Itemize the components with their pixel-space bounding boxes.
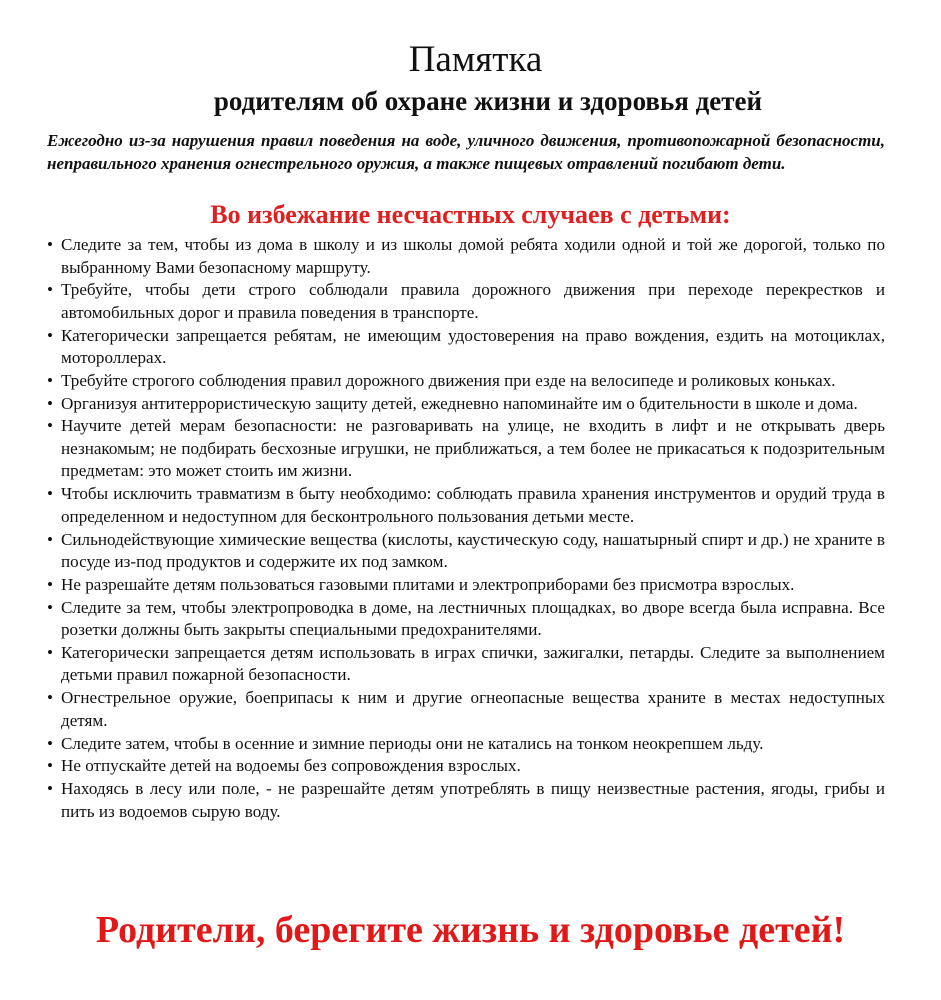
- rule-item-15: • Находясь в лесу или поле, - не разрешайте детям употреблять в пищу неизвестные растения, ягоды, грибы и пить из водоемов сырую воду.: [47, 778, 885, 823]
- rule-item-4: • Требуйте строгого соблюдения правил дорожного движения при езде на велосипеде и роликовых коньках.: [47, 370, 885, 393]
- intro-paragraph: Ежегодно из-за нарушения правил поведения на воде, уличного движения, противопожарной безопасности, неправильного хранения огнестрельного оружия, а также пищевых отравлений погибают дети.: [47, 131, 885, 173]
- safety-rules-list: [47, 234, 885, 823]
- rule-item-9: • Не разрешайте детям пользоваться газовыми плитами и электроприборами без присмотра взрослых.: [47, 574, 885, 597]
- rule-item-13: • Следите затем, чтобы в осенние и зимние периоды они не катались на тонком неокрепшем льду.: [47, 733, 885, 756]
- rule-item-2: • Требуйте, чтобы дети строго соблюдали правила дорожного движения при переходе перекрестков и автомобильных дорог и правила поведения в транспорте.: [47, 279, 885, 324]
- rule-item-7: • Чтобы исключить травматизм в быту необходимо: соблюдать правила хранения инструментов и орудий труда в определенном и недоступном для бесконтрольного пользования детьми месте.: [47, 483, 885, 528]
- rule-item-5: • Организуя антитеррористическую защиту детей, ежедневно напоминайте им о бдительности в школе и дома.: [47, 393, 885, 416]
- warning-heading: Во избежание несчастных случаев с детьми:: [210, 200, 731, 229]
- rule-item-14: • Не отпускайте детей на водоемы без сопровождения взрослых.: [47, 755, 885, 778]
- page-title: Памятка: [408, 39, 543, 80]
- rule-item-8: • Сильнодействующие химические вещества (кислоты, каустическую соду, нашатырный спирт и др.) не храните в посуде из-под продуктов и содержите их под замком.: [47, 529, 885, 574]
- page-subtitle: родителям об охране жизни и здоровья детей: [213, 86, 763, 116]
- rule-item-3: • Категорически запрещается ребятам, не имеющим удостоверения на право вождения, ездить на мотоциклах, мотороллерах.: [47, 325, 885, 370]
- footer-slogan: Родители, берегите жизнь и здоровье детей!: [95, 909, 846, 951]
- rule-item-11: • Категорически запрещается детям использовать в играх спички, зажигалки, петарды. Следите за выполнением детьми правил пожарной безопасности.: [47, 642, 885, 687]
- rule-item-12: • Огнестрельное оружие, боеприпасы к ним и другие огнеопасные вещества храните в местах недоступных детям.: [47, 687, 885, 732]
- rule-item-10: • Следите за тем, чтобы электропроводка в доме, на лестничных площадках, во дворе всегда была исправна. Все розетки должны быть закрыты специальными предохранителями.: [47, 597, 885, 642]
- rule-item-6: • Научите детей мерам безопасности: не разговаривать на улице, не входить в лифт и не открывать дверь незнакомым; не подбирать бесхозные игрушки, не приближаться, а тем более не прикасаться к подозрительным предметам: это может стоить им жизни.: [47, 415, 885, 483]
- rule-item-1: • Следите за тем, чтобы из дома в школу и из школы домой ребята ходили одной и той же дорогой, только по выбранному Вами безопасному маршруту.: [47, 234, 885, 279]
